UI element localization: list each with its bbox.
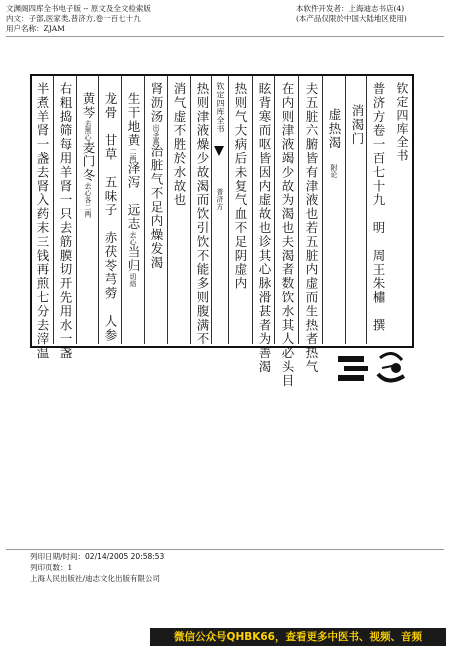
ingredient-note: 去心 [129, 231, 137, 246]
col-divider [298, 76, 299, 344]
wechat-banner-text: 微信公众号QHBK66，查看更多中医书、视频、音频 [174, 631, 422, 643]
section-heading: 消渴门 [350, 104, 365, 146]
ingredient-note: 去心各二两 [84, 182, 92, 218]
header-line1: 文渊阁四库全书电子版 -- 原文及全文检索版 [6, 4, 151, 13]
ingredient-text: 当归 [126, 245, 141, 273]
print-pages-value: 1 [67, 563, 73, 572]
col-divider [167, 76, 168, 344]
volume-title-text: 普济方卷一百七十九 [371, 82, 386, 208]
header-right2: (本产品仅限於中国大陆地区使用) [296, 14, 407, 23]
col-divider [98, 76, 99, 344]
col-divider [211, 76, 212, 344]
col-divider [322, 76, 323, 344]
text-column: 在内则津液竭少故为渴也夫渴者数饮水其人必头目 [280, 82, 295, 388]
text-column: 热则气大病后未复气血不足阴虚内 [233, 82, 248, 291]
col-divider [76, 76, 77, 344]
col-divider [366, 76, 367, 344]
wechat-banner [150, 628, 446, 646]
text-column: 夫五脏六腑皆有津液也若五脏内虚而生热者热气 [304, 82, 319, 374]
text-column: 右粗捣筛每用羊肾一只去筋膜切开先用水一盏 [58, 82, 73, 360]
center-label-bottom: 普济方 [216, 188, 224, 211]
author-line: 明 周王朱橚 撰 [371, 221, 386, 333]
print-time-value: 02/14/2005 20:58:53 [85, 552, 165, 561]
topic-heading [326, 108, 343, 178]
print-time-label: 列印日期/时间： [30, 552, 86, 561]
text-column: 眩背寒而呕皆因内虚故也诊其心脉滑甚者为善渴 [257, 82, 272, 374]
text-column: 半煮羊肾一盏去肾入药末三钱再煎七分去滓温 [35, 82, 50, 360]
print-pages [30, 563, 72, 573]
col-divider [53, 76, 54, 344]
publisher-name: 上海人民出版社/迪志文化出版有限公司 [30, 574, 161, 583]
col-divider [121, 76, 122, 344]
topic-note: 附论 [330, 163, 338, 178]
header-divider [6, 36, 444, 37]
col-divider [274, 76, 275, 344]
recipe-name: 肾沥汤 [149, 82, 164, 124]
ingredient-text: 生干地黄 [126, 92, 141, 148]
volume-title [370, 82, 387, 332]
ingredient-column [102, 92, 119, 342]
frame-title: 钦定四库全书 [395, 82, 409, 163]
recipe-title [148, 82, 165, 270]
ingredient-text: 麦门冬 [81, 140, 96, 183]
topic-text: 虚热渴 [327, 108, 342, 150]
text-column: 热则津液燥少故渴而饮引饮不能多则腹满不 [195, 82, 210, 347]
ingredient-text: 黄芩 [81, 92, 96, 120]
fishtail-mark [214, 146, 224, 156]
publisher-logo [334, 348, 418, 388]
print-pages-label: 列印页数： [30, 563, 68, 572]
recipe-source: 出圣惠 [152, 123, 160, 145]
col-divider [345, 76, 346, 344]
recipe-indication: 治脏气不足内燥发渴 [149, 144, 164, 270]
ingredient-note: 二两 [129, 147, 137, 162]
ingredient-column [80, 92, 97, 218]
col-divider [252, 76, 253, 344]
ingredient-note: 切焙 [129, 272, 137, 287]
text-column: 消气虚不胜於水故也 [172, 82, 187, 208]
print-time [30, 552, 164, 562]
header-right1: 本软件开发者：上海迪志书店(4) [296, 4, 405, 13]
header-line2: 内文：子部,医家类,普济方,卷一百七十九 [6, 14, 141, 23]
col-divider [190, 76, 191, 344]
ingredient-note: 去黑心 [84, 119, 92, 141]
ingredient-text: 龙骨 甘草 五味子 赤茯苓 [103, 92, 118, 273]
ingredient-text: 芎䓖 人参 [103, 272, 118, 343]
col-divider [144, 76, 145, 344]
center-label-top: 钦定四库全书 [216, 82, 225, 133]
header-line3: 用户名称：ZJAM [6, 24, 65, 33]
col-divider [228, 76, 229, 344]
footer-divider [6, 549, 444, 550]
ingredient-column [125, 92, 142, 287]
ingredient-text: 泽泻 远志 [126, 161, 141, 232]
